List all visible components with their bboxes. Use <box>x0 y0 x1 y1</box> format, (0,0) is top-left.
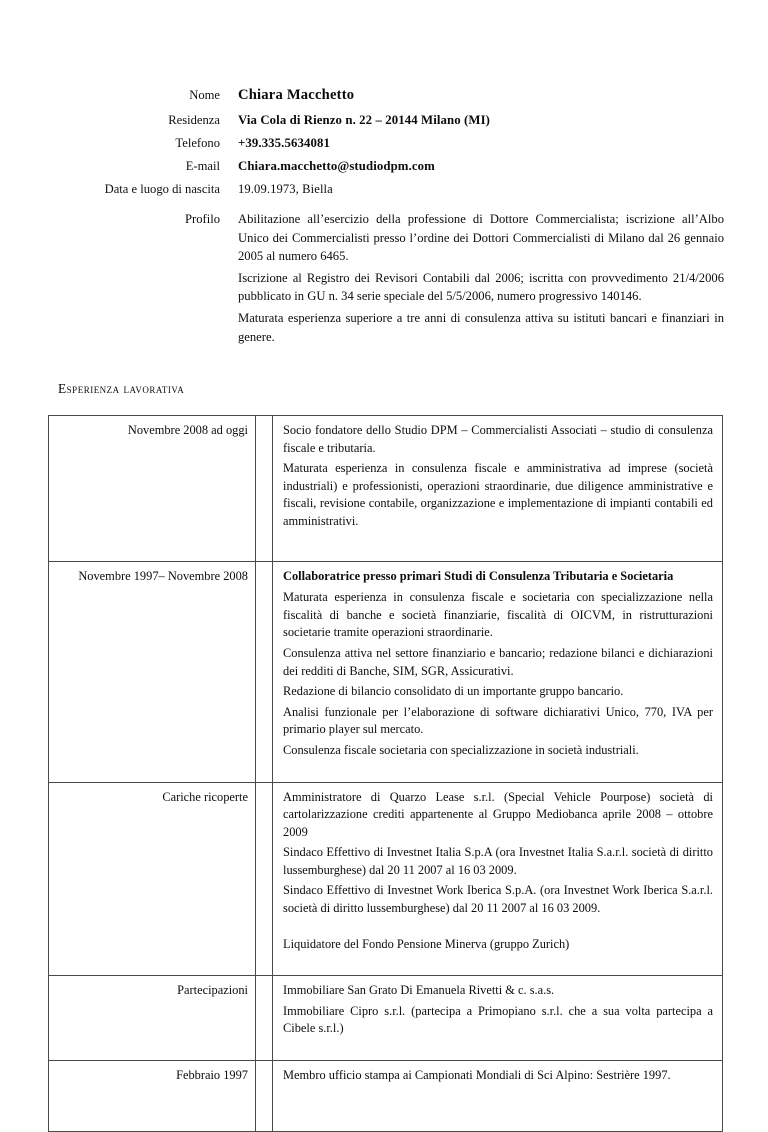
identity-row <box>48 84 724 106</box>
experience-description <box>273 561 723 782</box>
identity-value: Chiara Macchetto <box>238 87 355 103</box>
experience-paragraph: Consulenza fiscale societaria con specializzazione in società industriali. <box>283 742 639 757</box>
identity-row <box>48 110 724 131</box>
experience-paragraph: Sindaco Effettivo di Investnet Italia S.p.A (ora Investnet Italia S.a.r.l. società di diritto lussemburghese) dal 20 11 2007 al 16 03 2009. <box>283 845 713 877</box>
identity-label: Data e luogo di nascita <box>104 182 220 196</box>
experience-paragraph: Consulenza attiva nel settore finanziario e bancario; redazione bilanci e dichiarazioni dei redditi di Banche, SIM, SGR, Assicurativi. <box>283 645 713 678</box>
experience-period: Partecipazioni <box>49 976 256 1061</box>
experience-paragraph: Amministratore di Quarzo Lease s.r.l. (Special Vehicle Pourpose) società di cartolarizzazione crediti appartenente al Gruppo Mediobanca aprile 2008 – ottobre 2009 <box>283 789 713 839</box>
experience-period: Febbraio 1997 <box>49 1061 256 1132</box>
experience-paragraph: Maturata esperienza in consulenza fiscale e societaria con specializzazione nella fiscalità di banche e società finanziarie, fiscalità di OICVM, in ristrutturazioni societarie tramite operazioni straordinarie. <box>283 590 713 640</box>
profile-paragraph: Abilitazione all’esercizio della professione di Dottore Commercialista; iscrizione all’Albo Unico dei Commercialisti presso l’ordine dei Dottori Commercialisti di Milano dal 26 gennaio 2005 al numero 6465. <box>238 212 724 264</box>
experience-description <box>273 782 723 976</box>
table-row <box>49 782 723 976</box>
experience-period: Novembre 2008 ad oggi <box>49 416 256 562</box>
experience-paragraph: Redazione di bilancio consolidato di un importante gruppo bancario. <box>283 684 624 699</box>
profile-paragraph: Maturata esperienza superiore a tre anni di consulenza attiva su istituti bancari e finanziari in genere. <box>238 310 724 344</box>
identity-row <box>48 179 724 200</box>
experience-description <box>273 1061 723 1132</box>
experience-heading: Collaboratrice presso primari Studi di Consulenza Tributaria e Societaria <box>283 568 674 583</box>
identity-label: Telefono <box>175 136 220 150</box>
experience-table-body <box>49 416 723 1132</box>
blank-line <box>283 921 713 936</box>
profile-block <box>48 210 724 346</box>
experience-paragraph: Sindaco Effettivo di Investnet Work Iberica S.p.A. (ora Investnet Work Iberica S.a.r.l. società di diritto lussemburghese) dal 20 11 2007 al 16 03 2009. <box>283 883 713 916</box>
table-row <box>49 976 723 1061</box>
profile-paragraph: Iscrizione al Registro dei Revisori Contabili dal 2006; iscritta con provvedimento 21/4/2006 pubblicato in GU n. 34 serie speciale del 5/5/2006, numero progressivo 140146. <box>238 270 724 304</box>
experience-paragraph: Analisi funzionale per l’elaborazione di software dichiarativi Unico, 770, IVA per primario player sul mercato. <box>283 704 713 737</box>
table-spacer-cell <box>256 561 273 782</box>
profile-label: Profilo <box>185 212 220 226</box>
profile-text <box>238 210 724 346</box>
identity-label: E-mail <box>185 159 220 173</box>
identity-value: +39.335.5634081 <box>238 136 330 150</box>
table-spacer-cell <box>256 976 273 1061</box>
experience-paragraph: Liquidatore del Fondo Pensione Minerva (gruppo Zurich) <box>283 936 570 951</box>
experience-description <box>273 416 723 562</box>
experience-paragraph: Immobiliare San Grato Di Emanuela Rivetti & c. s.a.s. <box>283 983 555 998</box>
identity-row <box>48 156 724 177</box>
identity-block <box>48 84 724 202</box>
identity-value: 19.09.1973, Biella <box>238 182 333 196</box>
identity-row <box>48 133 724 154</box>
experience-paragraph: Socio fondatore dello Studio DPM – Commercialisti Associati – studio di consulenza fiscale e tributaria. <box>283 423 713 455</box>
table-spacer-cell <box>256 416 273 562</box>
table-row <box>49 416 723 562</box>
experience-paragraph: Maturata esperienza in consulenza fiscale e amministrativa ad imprese (società industriali) e professionisti, operazioni straordinarie, due diligence amministrative e fiscali, revisione contabile, organizzazione e implementazione di impianti contabili ed amministrativi. <box>283 461 713 528</box>
identity-value: Chiara.macchetto@studiodpm.com <box>238 159 435 173</box>
identity-value: Via Cola di Rienzo n. 22 – 20144 Milano (MI) <box>238 113 491 127</box>
experience-paragraph: Immobiliare Cipro s.r.l. (partecipa a Primopiano s.r.l. che a sua volta partecipa a Cibele s.r.l.) <box>283 1003 713 1036</box>
table-row <box>49 561 723 782</box>
experience-table <box>48 415 723 1132</box>
identity-label: Nome <box>189 88 220 102</box>
experience-description <box>273 976 723 1061</box>
experience-paragraph: Membro ufficio stampa ai Campionati Mondiali di Sci Alpino: Sestrière 1997. <box>283 1068 671 1083</box>
section-heading-experience: Esperienza lavorativa <box>58 381 185 396</box>
experience-period: Novembre 1997– Novembre 2008 <box>49 561 256 782</box>
table-row <box>49 1061 723 1132</box>
experience-period: Cariche ricoperte <box>49 782 256 976</box>
table-spacer-cell <box>256 1061 273 1132</box>
identity-label: Residenza <box>168 113 220 127</box>
table-spacer-cell <box>256 782 273 976</box>
